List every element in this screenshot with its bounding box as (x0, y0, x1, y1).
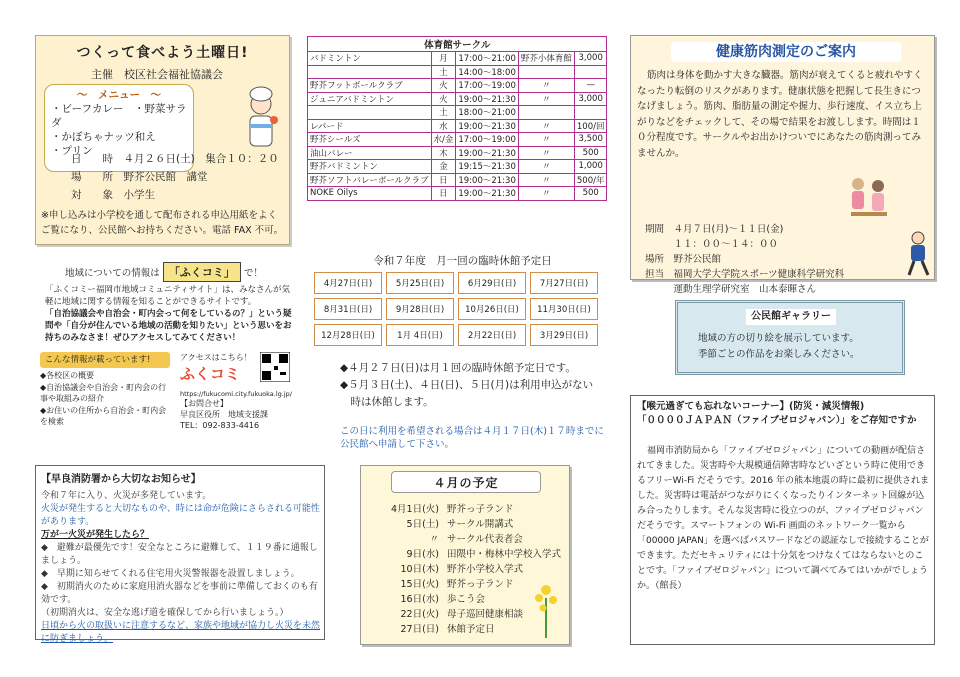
table-cell: 水 (431, 119, 456, 133)
table-row (308, 106, 607, 120)
table-cell: 19:00～21:30 (456, 173, 519, 187)
list-item: ◆お住いの住所から自治会・町内会を検索 (40, 405, 167, 426)
table-cell: 3,000 (574, 92, 607, 106)
fukucomi-name: 「ふくコミ」 (163, 262, 241, 282)
health-measurement-box (630, 35, 935, 295)
table-cell: 日 (431, 173, 456, 187)
closure-notes (340, 360, 593, 411)
event-date: 15日(火) (400, 579, 439, 590)
table-row (308, 133, 607, 147)
fukucomi-logo: ふくコミ (180, 365, 241, 383)
health-lab: 運動生理学研究室 山本泰暉さん (645, 284, 817, 295)
table-row (308, 52, 607, 66)
table-cell: 金 (431, 160, 456, 174)
fukucomi-description (45, 284, 295, 344)
table-cell: 野芥フットボールクラブ (308, 79, 432, 93)
table-cell: 19:00～21:30 (456, 187, 519, 201)
menu-item: ・プリン (51, 145, 93, 157)
list-item (371, 532, 561, 547)
table-cell: 3,500 (574, 133, 607, 147)
table-cell: 土 (431, 65, 456, 79)
closure-note: ◆５月３日(土)、４日(日)、５日(月)は利用申込がない (340, 379, 594, 391)
closure-date: 7月27日(日) (530, 272, 598, 294)
table-cell: 17:00～21:00 (456, 52, 519, 66)
table-cell: 野芥ソフトバレーボールクラブ (308, 173, 432, 187)
exercise-people-icon (846, 176, 891, 226)
closure-date: 3月29日(日) (530, 324, 598, 346)
gallery-line: 地域の方の切り絵を展示しています。 (698, 333, 859, 344)
event-name: 野芥っ子ランド (447, 579, 514, 590)
table-cell: 〃 (518, 133, 574, 147)
application-note: ※申し込みは小学校を通して配布される申込用紙をよくご覧になり、公民館へお持ちください。電話 FAX 不可。 (41, 210, 284, 236)
table-row (314, 272, 598, 294)
closure-date: 5月25日(日) (386, 272, 454, 294)
event-name: 野芥っ子ランド (447, 504, 514, 515)
table-cell: 19:00～21:30 (456, 92, 519, 106)
closure-date: 8月31日(日) (314, 298, 382, 320)
event-date: 5日(土) (406, 519, 439, 530)
table-row (308, 187, 607, 201)
table-cell: 500 (574, 187, 607, 201)
closure-date: 10月26日(日) (458, 298, 526, 320)
wifi-body: 福岡市消防局から「ファイブゼロジャパン」についての動画が配信されてきました。災害時や大規模通信障害時などいざという時に使用できるフリーWi-Fi だそうです。2016 年の熊本地震の時に最初に提供されました。災害時は電話がつながりにくくなったりインターネット回線が込み合ったりします。そんな災害時に役立つのが、ファイブゼロジャパンだそうです。スマートフォンの Wi-Fi 画面のネットワーク一覧から「00000 JAPAN」を選べばパスワードなどの認証なしで接続することができます。ただセキュリティには十分気をつけなくてはならないとのことです。「ファイブゼロジャパン」について調べてみてはいかがでしょうか。（館長） (637, 446, 930, 591)
table-cell: 〃 (518, 173, 574, 187)
gallery-box (675, 300, 905, 375)
info-subtitle: こんな情報が載っています! (40, 352, 170, 368)
table-cell: 火 (431, 79, 456, 93)
event-name: 母子巡回健康相談 (447, 609, 524, 620)
table-title: 体育館サークル (308, 37, 607, 52)
table-cell (574, 65, 607, 79)
wifi-title-line: 【喉元過ぎても忘れないコーナー】(防災・減災情報) (637, 401, 865, 412)
fire-title: 【早良消防署から大切なお知らせ】 (41, 474, 201, 485)
closure-section (300, 253, 610, 450)
fire-question: 万が一火災が発生したら？ (41, 530, 150, 540)
closure-date: 1月 4日(日) (386, 324, 454, 346)
closure-application-note: この日に利用を希望される場合は４月１７日(木)１７時までに公民館へ申請して下さい。 (340, 426, 604, 450)
cooking-event-box (35, 35, 290, 245)
table-cell: 1,000 (574, 160, 607, 174)
menu-item: ・かぼちゃナッツ和え (51, 131, 156, 143)
table-cell: バドミントン (308, 52, 432, 66)
event-name: サークル開講式 (447, 519, 514, 530)
table-cell: 木 (431, 146, 456, 160)
fire-bullet: ◆ 初期消火のために家庭用消火器などを事前に準備しておくのも有効です。 (41, 582, 318, 605)
table-cell: 19:15～21:30 (456, 160, 519, 174)
table-cell: 〃 (518, 187, 574, 201)
menu-item: ・ビーフカレー ・野菜サラダ (51, 103, 187, 129)
fire-text: （初期消火は、安全な逃げ道を確保してから行いましょう。） (41, 608, 289, 618)
list-item: ◆各校区の概要 (40, 371, 95, 380)
title-text: 地域についての情報は (65, 268, 160, 279)
event-target: 対 象 小学生 (71, 189, 155, 201)
health-place: 場所 野芥公民館 (645, 254, 722, 265)
event-date: 9日(水) (406, 549, 439, 560)
event-name: 歩こう会 (447, 594, 486, 605)
table-cell: 100/回 (574, 119, 607, 133)
event-date: 日 時 ４月２６日(土) 集合１０：２０ (71, 153, 279, 165)
table-cell: 〃 (518, 119, 574, 133)
table-row (308, 160, 607, 174)
table-cell: 17:00～19:00 (456, 133, 519, 147)
april-title: ４月の予定 (391, 471, 541, 493)
table-cell: 火 (431, 92, 456, 106)
fire-text: 日頃から火の取扱いに注意するなど、家族や地域が協力し火災を未然に防ぎましょう。 (41, 621, 321, 644)
title-text: で！ (243, 268, 263, 279)
paragraph: 「ふくコミー福岡市地域コミュニティサイト」は、みなさんが気軽に地域に関する情報を知ることができるサイトです。 (45, 285, 291, 307)
table-row (314, 324, 598, 346)
health-info (645, 222, 844, 297)
fukucomi-logo-area (180, 352, 300, 431)
gallery-text (698, 331, 860, 363)
table-cell: — (574, 79, 607, 93)
closure-date: 2月22日(日) (458, 324, 526, 346)
health-time: １１：００～１４：００ (645, 239, 779, 250)
table-cell: 19:00～21:30 (456, 146, 519, 160)
table-cell: 〃 (518, 92, 574, 106)
chef-illustration-icon (241, 86, 281, 158)
table-cell: 500/年 (574, 173, 607, 187)
closure-date: 12月28日(日) (314, 324, 382, 346)
table-cell: 野芥バドミントン (308, 160, 432, 174)
table-cell: 野芥シールズ (308, 133, 432, 147)
closure-table (310, 268, 602, 350)
access-text: アクセスはこちら！ (180, 353, 252, 362)
fire-notice-box (35, 465, 325, 644)
table-row (308, 173, 607, 187)
menu-title: ～ メニュー ～ (77, 89, 161, 101)
closure-note: ◆４月２７日(日)は月１回の臨時休館予定日です。 (340, 362, 576, 374)
table-row (308, 65, 607, 79)
rapeseed-flower-icon (529, 578, 563, 638)
table-cell (574, 106, 607, 120)
fire-bullet: ◆ 避難が最優先です！安全なところに避難して、１１９番に通報しましょう。 (41, 543, 318, 566)
fire-bullet: ◆ 早期に知らせてくれる住宅用火災警報器を設置しましょう。 (41, 569, 300, 579)
health-description: 筋肉は身体を動かす大きな臓器。筋肉が衰えてくると疲れやすくなったり転倒のリスクがあります。健康状態を把握して長生きにつなげましょう。筋肉、脂肪量の測定や握力、歩行速度、イス立ち上がりなどをチェックして、その場で結果をお渡しします。時間は１０分程度です。サークルやお出かけついでにあなたの筋肉測ってみませんか。 (637, 70, 923, 159)
gym-circle-table (307, 36, 607, 201)
table-cell: 野芥小体育館 (518, 52, 574, 66)
table-cell: NOKE Oilys (308, 187, 432, 201)
qr-code-icon[interactable] (260, 352, 290, 382)
table-cell (518, 65, 574, 79)
closure-date: 4月27日(日) (314, 272, 382, 294)
fire-body (41, 490, 321, 646)
table-cell: 土 (431, 106, 456, 120)
table-cell: 〃 (518, 160, 574, 174)
gallery-line: 季節ごとの作品をお楽しみください。 (698, 349, 860, 360)
fire-text: 火災が発生すると大切なものや、時には命が危険にさらされる可能性があります。 (41, 504, 320, 527)
event-name: 野芥小学校入学式 (447, 564, 524, 575)
cooking-title: つくって食べよう土曜日! (76, 45, 249, 61)
event-date: 〃 (429, 534, 439, 545)
table-cell: 日 (431, 187, 456, 201)
closure-date: 11月30日(日) (530, 298, 598, 320)
table-cell: 500 (574, 146, 607, 160)
table-cell (308, 65, 432, 79)
table-cell (308, 106, 432, 120)
table-cell: 3,000 (574, 52, 607, 66)
list-item: ◆自治協議会や自治会・町内会の行事や取組みの紹介 (40, 382, 167, 403)
event-place: 場 所 野芥公民館 講堂 (71, 171, 208, 183)
list-item (371, 517, 561, 532)
table-cell: 月 (431, 52, 456, 66)
walking-man-icon (901, 231, 935, 277)
event-date: 22日(火) (400, 609, 439, 620)
table-row (308, 92, 607, 106)
event-date: 27日(日) (400, 624, 439, 635)
fukucomi-url[interactable]: https://fukucomi.city.fukuoka.lg.jp/ (180, 390, 292, 398)
gallery-title: 公民館ギャラリー (746, 309, 836, 325)
event-name: 休館予定日 (447, 624, 495, 635)
paragraph: 「自治協議会や自治会・町内会って何をしているの？」という疑問や「自分が住んでいる地域の活動を知りたい」という思いをお持ちのみなさま！ぜひアクセスしてみてください！ (45, 309, 292, 343)
closure-note: 時は休館します。 (340, 396, 434, 408)
table-row (314, 298, 598, 320)
table-row (308, 146, 607, 160)
event-name: サークル代表者会 (447, 534, 523, 545)
wifi-title (637, 400, 932, 428)
table-cell: 17:00～19:00 (456, 79, 519, 93)
health-title: 健康筋肉測定のご案内 (671, 42, 901, 62)
contact-office: 早良区役所 地域支援課 (180, 410, 268, 419)
event-name: 田隈中・梅林中学校入学式 (447, 549, 562, 560)
table-cell: 油山バレー (308, 146, 432, 160)
april-schedule-box (360, 465, 570, 645)
info-list (40, 370, 170, 428)
contact-label: 【お問合せ】 (180, 399, 228, 408)
event-date: 10日(木) (400, 564, 439, 575)
fukucomi-section (35, 262, 297, 432)
table-cell: 14:00～18:00 (456, 65, 519, 79)
closure-date: 6月29日(日) (458, 272, 526, 294)
wifi-corner-box (630, 395, 935, 645)
fire-text: 令和７年に入り、火災が多発しています。 (41, 491, 212, 501)
fukucomi-title (65, 262, 263, 282)
event-date: 16日(水) (400, 594, 439, 605)
table-cell: 〃 (518, 79, 574, 93)
table-cell (518, 106, 574, 120)
table-cell: 〃 (518, 146, 574, 160)
table-cell: 水/金 (431, 133, 456, 147)
event-date: 4月1日(火) (390, 504, 439, 515)
organizer: 主催 校区社会福祉協議会 (91, 68, 223, 81)
table-cell: 18:00～21:00 (456, 106, 519, 120)
closure-date: 9月28日(日) (386, 298, 454, 320)
contact-tel: TEL：092-833-4416 (180, 421, 260, 430)
wifi-title-line: 「００００ＪＡＰＡＮ（ファイブゼロジャパン）」をご存知ですか (637, 415, 917, 426)
list-item (371, 502, 561, 517)
table-cell: ジュニアバドミントン (308, 92, 432, 106)
list-item (371, 562, 561, 577)
closure-title: 令和７年度 月一回の臨時休館予定日 (373, 255, 552, 267)
table-row (308, 119, 607, 133)
health-charge: 担当 福岡大学大学院スポーツ健康科学研究科 (645, 269, 845, 280)
table-cell: レパード (308, 119, 432, 133)
table-row (308, 79, 607, 93)
health-period: 期間 ４月７日(月)～１１日(金) (645, 224, 784, 235)
list-item (371, 547, 561, 562)
table-cell: 19:00～21:30 (456, 119, 519, 133)
